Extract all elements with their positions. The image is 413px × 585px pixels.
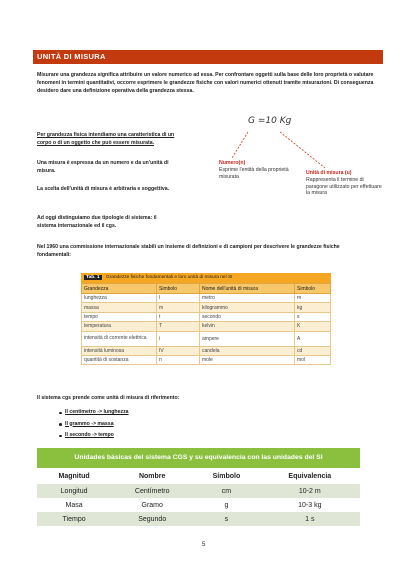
table-cell: secondo [200, 312, 295, 321]
table-cell: quantità di sostanza [82, 355, 157, 364]
table-row [82, 355, 331, 364]
cgs-units-table [37, 448, 360, 526]
number-label [219, 160, 299, 180]
table-cell: s [295, 312, 331, 321]
table-cell: g [193, 498, 259, 512]
unit-description: Rappresenta il termine di paragone utilizzato per effettuare la misura [306, 176, 382, 197]
table-header-row [82, 284, 331, 294]
si-units-table [81, 273, 331, 365]
table-cell: lunghezza [82, 294, 157, 303]
table-row [82, 346, 331, 355]
table-cell: 10-2 m [260, 484, 360, 498]
table-cell: Masa [37, 498, 111, 512]
table-caption-text: Grandezze fisiche fondamentali e loro unità di misura nel SI [105, 275, 233, 280]
unit-title: Unità di misura (u) [306, 170, 352, 176]
table-cell: 1 s [260, 512, 360, 526]
table-cell: candela [200, 346, 295, 355]
table-cell: mole [200, 355, 295, 364]
table-cell: kilogrammo [200, 303, 295, 312]
table-cell: cm [193, 484, 259, 498]
col-header: Símbolo [193, 468, 259, 484]
table-cell: l [157, 294, 200, 303]
table-row [37, 512, 360, 526]
col-header: Simbolo [295, 284, 331, 294]
table-row [82, 331, 331, 346]
convention-paragraph: Nel 1960 una commissione internazionale stabilì un insieme di definizioni e di campioni per descrivere le grandezze fisiche fondamentali: [37, 244, 340, 258]
definition-paragraph: Per grandezza fisica intendiamo una caratteristica di un corpo o di un oggetto che può essere misurata. [37, 132, 175, 146]
table-caption [81, 273, 331, 283]
table-cell: Tiempo [37, 512, 111, 526]
table-cell: intensità di corrente elettrica [82, 331, 157, 346]
cgs-table-title: Unidades básicas del sistema CGS y su equivalencia con las unidades del SI [37, 448, 360, 468]
table-cell: T [157, 322, 200, 331]
table-cell: 10-3 kg [260, 498, 360, 512]
table-cell: metro [200, 294, 295, 303]
table-cell: m [157, 303, 200, 312]
table-cell: cd [295, 346, 331, 355]
arrow-to-number [232, 132, 248, 158]
col-header: Nombre [111, 468, 193, 484]
col-header: Magnitud [37, 468, 111, 484]
cgs-table [37, 468, 360, 526]
choice-paragraph: La scelta dell'unità di misura è arbitraria e soggettiva. [37, 186, 170, 192]
table-cell: kg [295, 303, 331, 312]
col-header: Nome dell'unità di misura [200, 284, 295, 294]
table-cell: kelvin [200, 322, 295, 331]
table-cell: ampere [200, 331, 295, 346]
table-header-row [37, 468, 360, 484]
table-cell: n [157, 355, 200, 364]
systems-paragraph: Ad oggi distinguiamo due tipologie di sistema: il sistema internazionale ed il cgs. [37, 215, 157, 229]
table-cell: Longitud [37, 484, 111, 498]
table-cell: mol [295, 355, 331, 364]
table-cell: massa [82, 303, 157, 312]
formula-text: G =10 Kg [248, 116, 292, 126]
col-header: Equivalencia [260, 468, 360, 484]
table-row [82, 294, 331, 303]
cgs-intro-paragraph: Il sistema cgs prende come unità di misura di riferimento: [37, 395, 180, 401]
table-cell: IV [157, 346, 200, 355]
list-item: Il secondo -> tempo [60, 430, 129, 442]
page-number: 5 [202, 542, 206, 548]
table-cell: s [193, 512, 259, 526]
list-item: Il grammo -> massa [60, 419, 129, 431]
table-row [82, 303, 331, 312]
table-cell: intensità luminosa [82, 346, 157, 355]
table-row [82, 312, 331, 321]
section-title: UNITÀ DI MISURA [33, 50, 383, 64]
cgs-unit-list [60, 407, 129, 442]
table-cell: t [157, 312, 200, 321]
si-table [81, 283, 331, 365]
intro-paragraph: Misurare una grandezza significa attribuire un valore numerico ad essa. Per confrontare oggetti sulla base delle loro proprietà o valutare fenomeni in termini quantitativi, occorre esprimere le grandezze fisiche con valori numerici ottenuti tramite misurazioni. Di conseguenza desidero dare una definizione operativa della grandezza stessa. [37, 72, 374, 94]
table-cell: tempo [82, 312, 157, 321]
table-cell: Gramo [111, 498, 193, 512]
table-cell: A [295, 331, 331, 346]
table-cell: Centímetro [111, 484, 193, 498]
measure-paragraph: Una misura è espressa da un numero e da un'unità di misura. [37, 160, 169, 174]
table-cell: i [157, 331, 200, 346]
number-title: Numero(n) [219, 160, 246, 166]
col-header: Grandezza [82, 284, 157, 294]
table-cell: m [295, 294, 331, 303]
table-cell: temperatura [82, 322, 157, 331]
table-row [82, 322, 331, 331]
list-item: Il centimetro -> lunghezza [60, 407, 129, 419]
table-row [37, 484, 360, 498]
table-caption-label: Tab. 1 [86, 275, 100, 280]
table-cell: K [295, 322, 331, 331]
col-header: Simbolo [157, 284, 200, 294]
table-row [37, 498, 360, 512]
unit-label [306, 170, 386, 197]
table-cell: Segundo [111, 512, 193, 526]
number-description: Esprime l'entità della proprietà misurata [219, 166, 289, 180]
